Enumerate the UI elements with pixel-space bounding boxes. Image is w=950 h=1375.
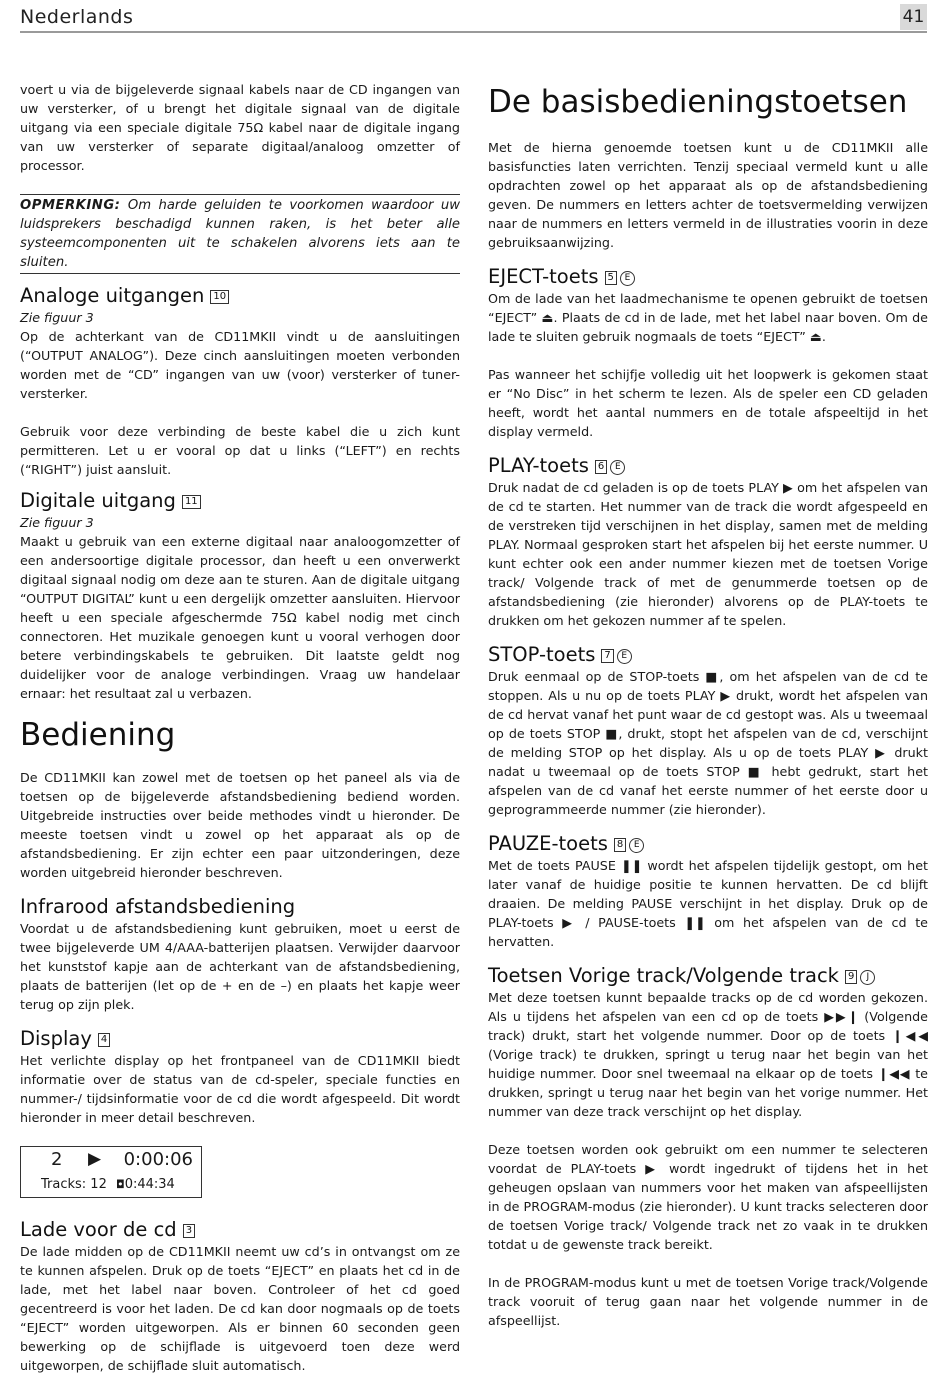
paragraph: Pas wanneer het schijfje volledig uit het loopwerk is gekomen staat er “No Disc” in het scherm te lezen. Als de speler een CD geladen heeft, wordt het aantal nummers en de totale afspeeltijd in het display vermeld. — [488, 367, 928, 439]
paragraph: Met deze toetsen kunnt bepaalde tracks op de cd worden gekozen. Als u tijdens het afspelen van een cd op de toets ▶▶❙ (Volgende track) drukt, start het volgende nummer. Door op de toets ❙◀◀ (Vorige track) te drukken, springt u terug naar het begin van het huidige nummer. Door snel tweemaal na elkaar op de toets ❙◀◀ te drukken, springt u terug naar het begin van het vorige nummer. Het nummer van deze track verschijnt op het display. — [488, 990, 928, 1119]
ref-number-badge: 11 — [182, 495, 201, 509]
display-total-time: ◘0:44:34 — [116, 1177, 175, 1192]
paragraph: De lade midden op de CD11MKII neemt uw cd’s in ontvangst om ze te kunnen afspelen. Druk op de toets “EJECT” en plaats het cd in de lade, met het label naar boven. Controleer of het cd goed gecentreerd is voor het laden. De cd kan door nogmaals op de toets “EJECT” worden uitgeworpen. Als er binnen 60 seconden geen bewerking op de schijflade is uitgevoerd toen deze werd uitgeworpen, de schijflade sluit automatisch. — [20, 1244, 460, 1373]
ref-number-badge: 3 — [183, 1224, 195, 1238]
ref-number-badge: 7 — [601, 649, 613, 663]
heading-eject: EJECT-toets 5 E — [488, 265, 928, 289]
page-number: 41 — [900, 4, 927, 30]
display-track-number: 2 — [51, 1149, 63, 1170]
heading-digitale-uitgang: Digitale uitgang 11 — [20, 489, 460, 513]
paragraph: Deze toetsen worden ook gebruikt om een nummer te selecteren voordat de PLAY-toets ▶ wordt ingedrukt of tijdens het in het geheugen opslaan van nummers voor het maken van afspeellijsten in de PROGRAM-modus (zie hieronder). U kunt tracks selecteren door de toetsen Vorige track/ Volgende track net zo vaak in te drukken totdat u de gewenste track bereikt. — [488, 1142, 928, 1252]
paragraph: Met de hierna genoemde toetsen kunt u de CD11MKII alle basisfuncties laten verrichten. Tenzij speciaal vermeld kunt u alle opdrachten zowel op het apparaat als op de afstandsbediening geven. De nummers en letters achter de toetsvermelding verwijzen naar de nummers en letters vermeld in de illustraties voorin in deze gebruiksaanwijzing. — [488, 140, 928, 250]
ref-letter-badge: E — [617, 649, 632, 664]
intro-paragraph: voert u via de bijgeleverde signaal kabels naar de CD ingangen van uw versterker, of u brengt het digitale signaal van de digitale uitgang via een speciale digitale 75Ω kabel naar de digitale ingang van uw versterker of separate digitaal/analoog omzetter of processor. — [20, 82, 460, 173]
heading-display: Display 4 — [20, 1027, 460, 1051]
play-icon: ▶ — [88, 1149, 102, 1169]
ref-number-badge: 9 — [845, 970, 857, 984]
ref-letter-badge: E — [629, 838, 644, 853]
figure-reference: Zie figuur 3 — [20, 515, 94, 530]
heading-lade: Lade voor de cd 3 — [20, 1218, 460, 1242]
ref-number-badge: 6 — [595, 460, 607, 474]
paragraph: Druk eenmaal op de STOP-toets ■, om het afspelen van de cd te stoppen. Als u nu op de toets PLAY ▶ drukt, wordt het afspelen van de cd hervat vanaf het punt waar de cd gestopt was. Als u tweemaal op de toets STOP ■, drukt, stopt het afspelen van de cd, verschijnt de melding STOP op het display. Als u op de toets PLAY ▶ drukt nadat u tweemaal op de toets STOP ■ hebt gedrukt, start het afspelen van de cd vanaf het eerste nummer of het eerste door u geprogrammeerde nummer (zie hieronder). — [488, 669, 928, 817]
heading-stop: STOP-toets 7 E — [488, 643, 928, 667]
paragraph: Met de toets PAUSE ❚❚ wordt het afspelen tijdelijk gestopt, om het later vanaf de huidige positie te kunnen hervatten. De cd blijft draaien. De melding PAUSE verschijnt in het display. Druk op de PLAY-toets ▶ / PAUSE-toets ❚❚ om het afspelen van de cd te hervatten. — [488, 858, 928, 949]
paragraph: Gebruik voor deze verbinding de beste kabel die u zich kunt permitteren. Let u er vooral op dat u links (“LEFT”) en rechts (“RIGHT”) juist aansluit. — [20, 424, 460, 477]
display-track-count: Tracks: 12 — [41, 1177, 107, 1192]
page-header — [20, 4, 927, 33]
paragraph: Om de lade van het laadmechanisme te openen gebruikt de toetsen “EJECT” ⏏. Plaats de cd in de lade, met het label naar boven. Om de lade te sluiten gebruik nogmaals de toets “EJECT” ⏏. — [488, 291, 928, 344]
paragraph: In de PROGRAM-modus kunt u met de toetsen Vorige track/Volgende track vooruit of terug gaan naar het volgende nummer in de afspeellijst. — [488, 1275, 928, 1328]
heading-infrarood: Infrarood afstandsbediening — [20, 895, 296, 918]
ref-letter-badge: J — [860, 970, 875, 985]
ref-letter-badge: E — [620, 271, 635, 286]
paragraph: De CD11MKII kan zowel met de toetsen op het paneel als via de toetsen op de bijgeleverde afstandsbediening bediend worden. Uitgebreide instructies over beide methodes vindt u hieronder. De meeste toetsen vindt u zowel op het apparaat als op de afstandsbediening. Er zijn echter een paar uitzonderingen, deze worden uitgebreid hieronder beschreven. — [20, 770, 460, 880]
total-time-icon: ◘ — [116, 1178, 125, 1191]
display-elapsed-time: 0:00:06 — [123, 1149, 193, 1170]
heading-basisbedieningstoetsen: De basisbedieningstoetsen — [488, 84, 908, 120]
figure-reference: Zie figuur 3 — [20, 310, 94, 325]
right-column — [488, 80, 928, 1330]
note-box — [20, 194, 460, 274]
ref-number-badge: 4 — [98, 1033, 110, 1047]
language-label: Nederlands — [20, 6, 134, 28]
note-text: Om harde geluiden te voorkomen waardoor uw luidsprekers beschadigd kunnen raken, is het beter alle systeemcomponenten uit te schakelen alvorens iets aan te sluiten. — [20, 198, 460, 270]
ref-number-badge: 8 — [614, 838, 626, 852]
heading-vorige-volgende: Toetsen Vorige track/Volgende track 9 J — [488, 964, 928, 988]
ref-number-badge: 10 — [210, 290, 229, 304]
paragraph: Druk nadat de cd geladen is op de toets PLAY ▶ om het afspelen van de cd te starten. Het nummer van de track die wordt afgespeeld en de verstreken tijd verschijnen in het display, samen met de melding PLAY. Normaal gesproken start het afspelen bij het eerste nummer. U kunt echter ook een ander nummer kiezen met de toetsen Vorige track/ Volgende track of met de genummerde toetsen op de afstandsbediening (zie hieronder) alvorens op de PLAY-toets te drukken om het gekozen nummer af te spelen. — [488, 480, 928, 628]
heading-pauze: PAUZE-toets 8 E — [488, 832, 928, 856]
left-column — [20, 80, 460, 1375]
paragraph: Maakt u gebruik van een externe digitaal naar analoogomzetter of een andersoortige digitale processor, dan heeft u een onverwerkt digitaal signaal nodig om deze aan te sturen. Aan de digitale uitgang “OUTPUT DIGITAL” kunt u een dergelijk omzetter aansluiten. Hiervoor heeft u een speciale afgeschermde 75Ω kabel nodig met cinch connectoren. Het muzikale genoegen kunt u vooral verhogen door betere verbindingskabels te gebruiken. Dit laatste geldt nog duidelijker voor de analoge verbindingen. Vraag uw handelaar ernaar: het resultaat zal u verbazen. — [20, 534, 460, 701]
paragraph: Het verlichte display op het frontpaneel van de CD11MKII biedt informatie over de status van de cd-speler, speciale functies en nummer-/ tijdsinformatie voor de cd die wordt afgespeeld. Dit wordt hieronder in meer detail beschreven. — [20, 1053, 460, 1125]
display-illustration — [20, 1146, 202, 1198]
heading-analoge-uitgangen: Analoge uitgangen 10 — [20, 284, 460, 308]
note-label: OPMERKING: — [20, 198, 121, 213]
paragraph: Op de achterkant van de CD11MKII vindt u de aansluitingen (“OUTPUT ANALOG”). Deze cinch aansluitingen moeten verbonden worden met de “CD” ingangen van uw (voor) versterker of tuner-versterker. — [20, 329, 460, 401]
heading-play: PLAY-toets 6 E — [488, 454, 928, 478]
ref-number-badge: 5 — [605, 271, 617, 285]
paragraph: Voordat u de afstandsbediening kunt gebruiken, moet u eerst de twee bijgeleverde UM 4/AAA-batterijen plaatsen. Verwijder daarvoor het kunststof kapje aan de achterkant van de afstandsbediening, plaats de batterijen (let op de + en de –) en plaats het kapje weer terug op zijn plek. — [20, 921, 460, 1012]
heading-bediening: Bediening — [20, 717, 176, 753]
ref-letter-badge: E — [610, 460, 625, 475]
